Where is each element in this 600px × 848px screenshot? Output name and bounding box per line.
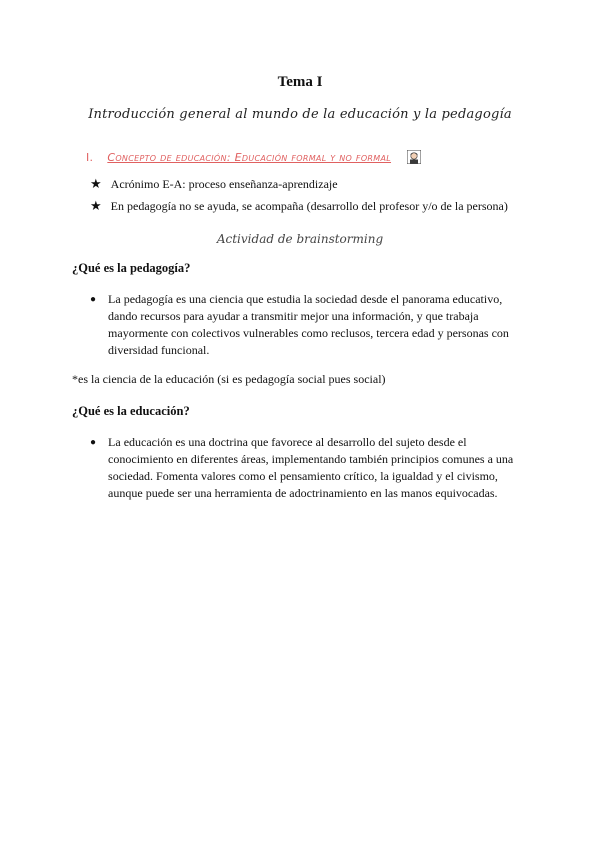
- bullet-icon: ●: [90, 294, 97, 305]
- activity-heading: Actividad de brainstorming: [216, 232, 384, 246]
- note-text: *es la ciencia de la educación (si es pedagogía social pues social): [72, 372, 386, 386]
- star-list: [90, 176, 508, 220]
- list-item: [90, 434, 522, 502]
- section-heading: [86, 150, 421, 164]
- bullet-text: La educación es una doctrina que favorece al desarrollo del sujeto desde el conocimiento en diferentes áreas, implementando también principios comunes a una sociedad. Fomenta valores como el pensamiento crítico, la igualdad y el civismo, aunque puede ser una herramienta de adoctrinamiento en las manos equivocadas.: [108, 435, 514, 500]
- star-icon: ★: [90, 198, 102, 213]
- star-item-text: En pedagogía no se ayuda, se acompaña (desarrollo del profesor y/o de la persona): [110, 199, 508, 213]
- bullet-icon: ●: [90, 437, 97, 448]
- section-label: Concepto de educación: Educación formal y no formal: [107, 150, 392, 164]
- list-item: [90, 198, 508, 214]
- star-icon: ★: [90, 176, 102, 191]
- section-number: I.: [86, 150, 94, 164]
- question-heading-pedagogia: ¿Qué es la pedagogía?: [72, 261, 191, 275]
- list-item: [90, 291, 522, 359]
- bullet-text: La pedagogía es una ciencia que estudia la sociedad desde el panorama educativo, dando recursos para ayudar a transmitir mejor una información, y que trabaja mayormente con colectivos vulnerables como reclusos, tercera edad y personas con diversidad funcional.: [108, 292, 509, 357]
- star-item-text: Acrónimo E-A: proceso enseñanza-aprendizaje: [110, 177, 338, 191]
- avatar-icon: [407, 150, 421, 164]
- page-subtitle: Introducción general al mundo de la educación y la pedagogía: [88, 107, 512, 122]
- list-item: [90, 176, 508, 192]
- question-heading-educacion: ¿Qué es la educación?: [72, 404, 190, 418]
- page-title: Tema I: [277, 74, 323, 90]
